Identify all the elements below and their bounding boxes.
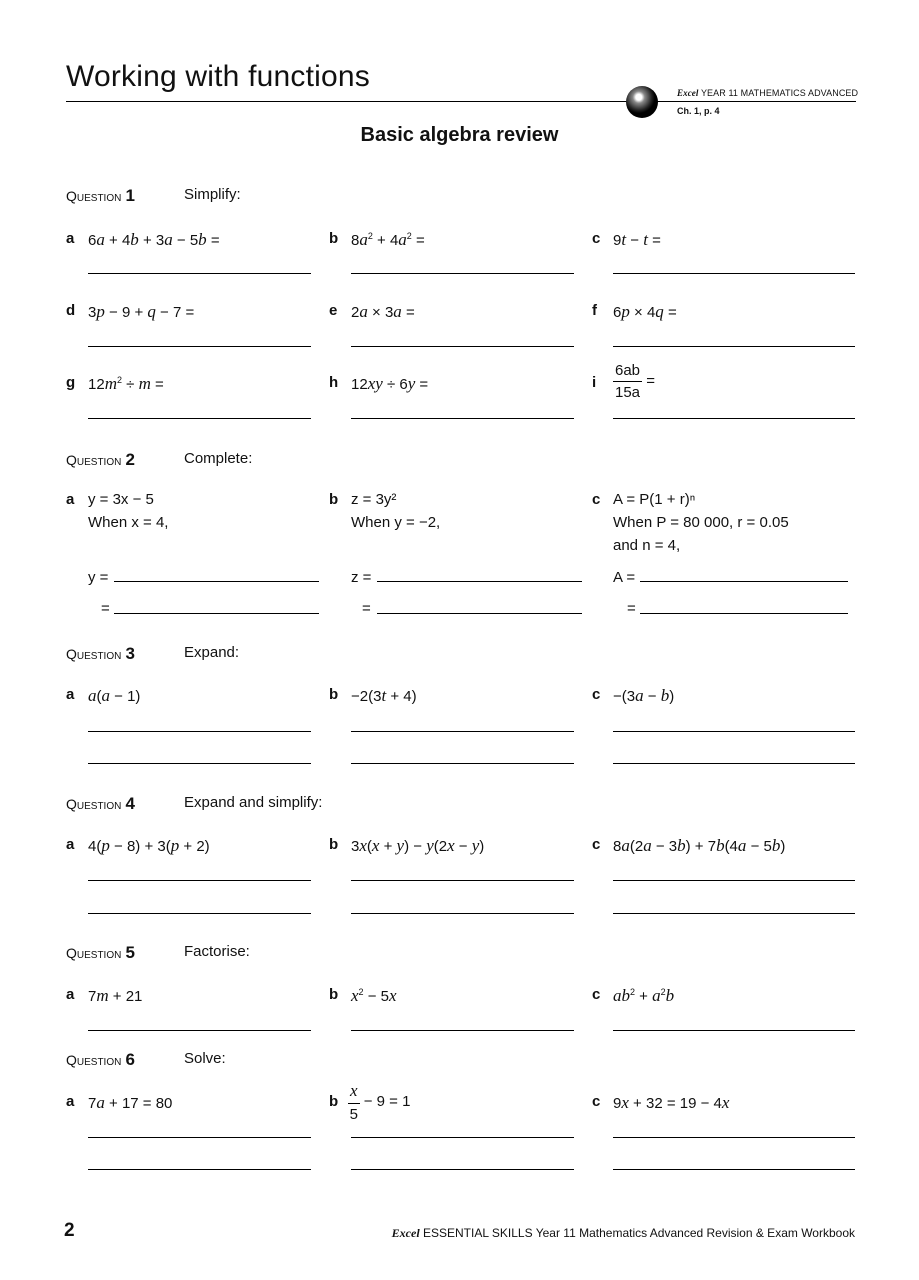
book-title (677, 88, 858, 98)
question-2-heading (66, 450, 253, 470)
expression: 2a × 3a = (351, 302, 415, 321)
fraction (348, 1081, 360, 1123)
fraction-numerator: 6ab (613, 362, 642, 382)
answer-line[interactable] (613, 1030, 855, 1031)
answer-line[interactable] (114, 581, 319, 582)
part-label: i (592, 374, 597, 391)
expression: $x^2 - 5x$ (351, 986, 397, 1005)
part-label: b (329, 1093, 339, 1110)
answer-line[interactable] (351, 273, 574, 274)
answer-prefix: A = (613, 569, 636, 586)
answer-line[interactable] (351, 880, 574, 881)
question-number: 1 (125, 186, 135, 205)
expression: 4(p − 8) + 3(p + 2) (88, 836, 210, 855)
fraction (613, 362, 642, 401)
answer-line[interactable] (613, 913, 855, 914)
question-instruction: Complete: (184, 450, 253, 467)
equals-sign: = (362, 600, 371, 617)
answer-line[interactable] (351, 346, 574, 347)
answer-line[interactable] (613, 731, 855, 732)
sphere-bullet-icon (626, 86, 658, 118)
part-label: c (592, 230, 601, 247)
question-number: 6 (125, 1050, 135, 1069)
expression: 3p − 9 + q − 7 = (88, 302, 195, 321)
equals-sign: = (101, 600, 110, 617)
expression: 9t − t = (613, 230, 661, 249)
expression: 6p × 4q = (613, 302, 677, 321)
part-label: b (329, 986, 339, 1003)
question-instruction: Factorise: (184, 943, 250, 960)
expression: 6a + 4b + 3a − 5b = (88, 230, 220, 249)
part-label: a (66, 986, 75, 1003)
question-instruction: Solve: (184, 1050, 226, 1067)
part-label: f (592, 302, 597, 319)
answer-line[interactable] (88, 763, 311, 764)
chapter-title: Working with functions (66, 60, 370, 93)
part-label: b (329, 491, 339, 508)
expression: 7m + 21 (88, 986, 143, 1005)
part-label: d (66, 302, 76, 319)
fraction-expression: $\frac{6ab}{15a}$ = (615, 362, 655, 401)
equals-sign: = (627, 600, 636, 617)
part-label: b (329, 836, 339, 853)
expression: 12xy ÷ 6y = (351, 374, 429, 393)
page-number: 2 (64, 1220, 75, 1241)
book-brand: Excel (677, 88, 699, 98)
answer-line[interactable] (88, 880, 311, 881)
question-number: 2 (125, 450, 135, 469)
answer-line[interactable] (351, 731, 574, 732)
part-label: c (592, 1093, 601, 1110)
answer-line[interactable] (613, 880, 855, 881)
answer-line[interactable] (88, 418, 311, 419)
expression: 8a(2a − 3b) + 7b(4a − 5b) (613, 836, 786, 855)
footer-brand: Excel (391, 1226, 420, 1240)
equation: 7a + 17 = 80 (88, 1093, 173, 1112)
part-label: a (66, 1093, 75, 1110)
expression: $8a^2 + 4a^2$ = (351, 230, 425, 249)
fraction-denominator: 15a (615, 384, 641, 401)
part-label: c (592, 836, 601, 853)
condition: When y = −2, (351, 514, 441, 531)
part-label: e (329, 302, 338, 319)
equation: y = 3x − 5 (88, 491, 154, 508)
part-label: a (66, 836, 75, 853)
answer-line[interactable] (88, 1169, 311, 1170)
answer-line[interactable] (351, 1030, 574, 1031)
question-word: Question (66, 796, 122, 812)
question-word: Question (66, 646, 122, 662)
footer-title: ESSENTIAL SKILLS Year 11 Mathematics Advanced Revision & Exam Workbook (423, 1226, 855, 1240)
answer-line[interactable] (114, 613, 319, 614)
question-instruction: Simplify: (184, 186, 241, 203)
part-label: a (66, 491, 75, 508)
condition: When x = 4, (88, 514, 169, 531)
expression: −(3a − b) (613, 686, 675, 705)
answer-line[interactable] (351, 1169, 574, 1170)
answer-line[interactable] (351, 1137, 574, 1138)
question-number: 4 (125, 794, 135, 813)
footer-text (392, 1226, 855, 1241)
question-word: Question (66, 452, 122, 468)
part-label: a (66, 230, 75, 247)
answer-prefix: z = (351, 569, 372, 586)
answer-line[interactable] (351, 763, 574, 764)
expression: $ab^2 + a^2b$ (613, 986, 675, 1005)
question-6-heading (66, 1050, 226, 1070)
answer-line[interactable] (613, 1137, 855, 1138)
question-word: Question (66, 945, 122, 961)
fraction-equation: $\frac{x}{5}$ − 9 = 1 (349, 1081, 411, 1123)
question-word: Question (66, 188, 122, 204)
fraction-denominator: 5 (349, 1106, 358, 1123)
answer-line[interactable] (613, 418, 855, 419)
part-label: g (66, 374, 76, 391)
part-label: a (66, 686, 75, 703)
question-word: Question (66, 1052, 122, 1068)
part-label: h (329, 374, 339, 391)
part-label: c (592, 491, 601, 508)
expression: a(a − 1) (88, 686, 141, 705)
condition: When P = 80 000, r = 0.05 (613, 514, 789, 531)
question-number: 3 (125, 644, 135, 663)
answer-line[interactable] (613, 1169, 855, 1170)
question-4-heading (66, 794, 323, 814)
equation: z = 3y² (351, 491, 397, 508)
answer-line[interactable] (613, 763, 855, 764)
part-label: b (329, 686, 339, 703)
equation: 9x + 32 = 19 − 4x (613, 1093, 730, 1112)
book-title-text: YEAR 11 MATHEMATICS ADVANCED (700, 88, 859, 98)
answer-line[interactable] (88, 731, 311, 732)
answer-prefix: y = (88, 569, 109, 586)
question-number: 5 (125, 943, 135, 962)
answer-line[interactable] (640, 581, 848, 582)
answer-line[interactable] (351, 418, 574, 419)
equation: A = P(1 + r)ⁿ (613, 491, 696, 508)
page-reference: Ch. 1, p. 4 (677, 106, 720, 116)
question-instruction: Expand: (184, 644, 240, 661)
answer-line[interactable] (613, 346, 855, 347)
answer-line[interactable] (88, 1137, 311, 1138)
expression: $12m^2 \div m$ = (88, 374, 164, 393)
part-label: c (592, 986, 601, 1003)
answer-line[interactable] (88, 1030, 311, 1031)
fraction-numerator: x (348, 1081, 360, 1104)
answer-line[interactable] (613, 273, 855, 274)
answer-line[interactable] (640, 613, 848, 614)
question-1-heading (66, 186, 241, 206)
answer-line[interactable] (88, 273, 311, 274)
header-rule (66, 101, 856, 102)
expression: 3x(x + y) − y(2x − y) (351, 836, 485, 855)
expression: −2(3t + 4) (351, 686, 417, 705)
part-label: b (329, 230, 339, 247)
question-5-heading (66, 943, 250, 963)
question-3-heading (66, 644, 240, 664)
answer-line[interactable] (351, 913, 574, 914)
answer-line[interactable] (377, 581, 582, 582)
answer-line[interactable] (88, 346, 311, 347)
section-title: Basic algebra review (360, 124, 559, 146)
condition: and n = 4, (613, 537, 681, 554)
part-label: c (592, 686, 601, 703)
answer-line[interactable] (377, 613, 582, 614)
question-instruction: Expand and simplify: (184, 794, 323, 811)
answer-line[interactable] (88, 913, 311, 914)
